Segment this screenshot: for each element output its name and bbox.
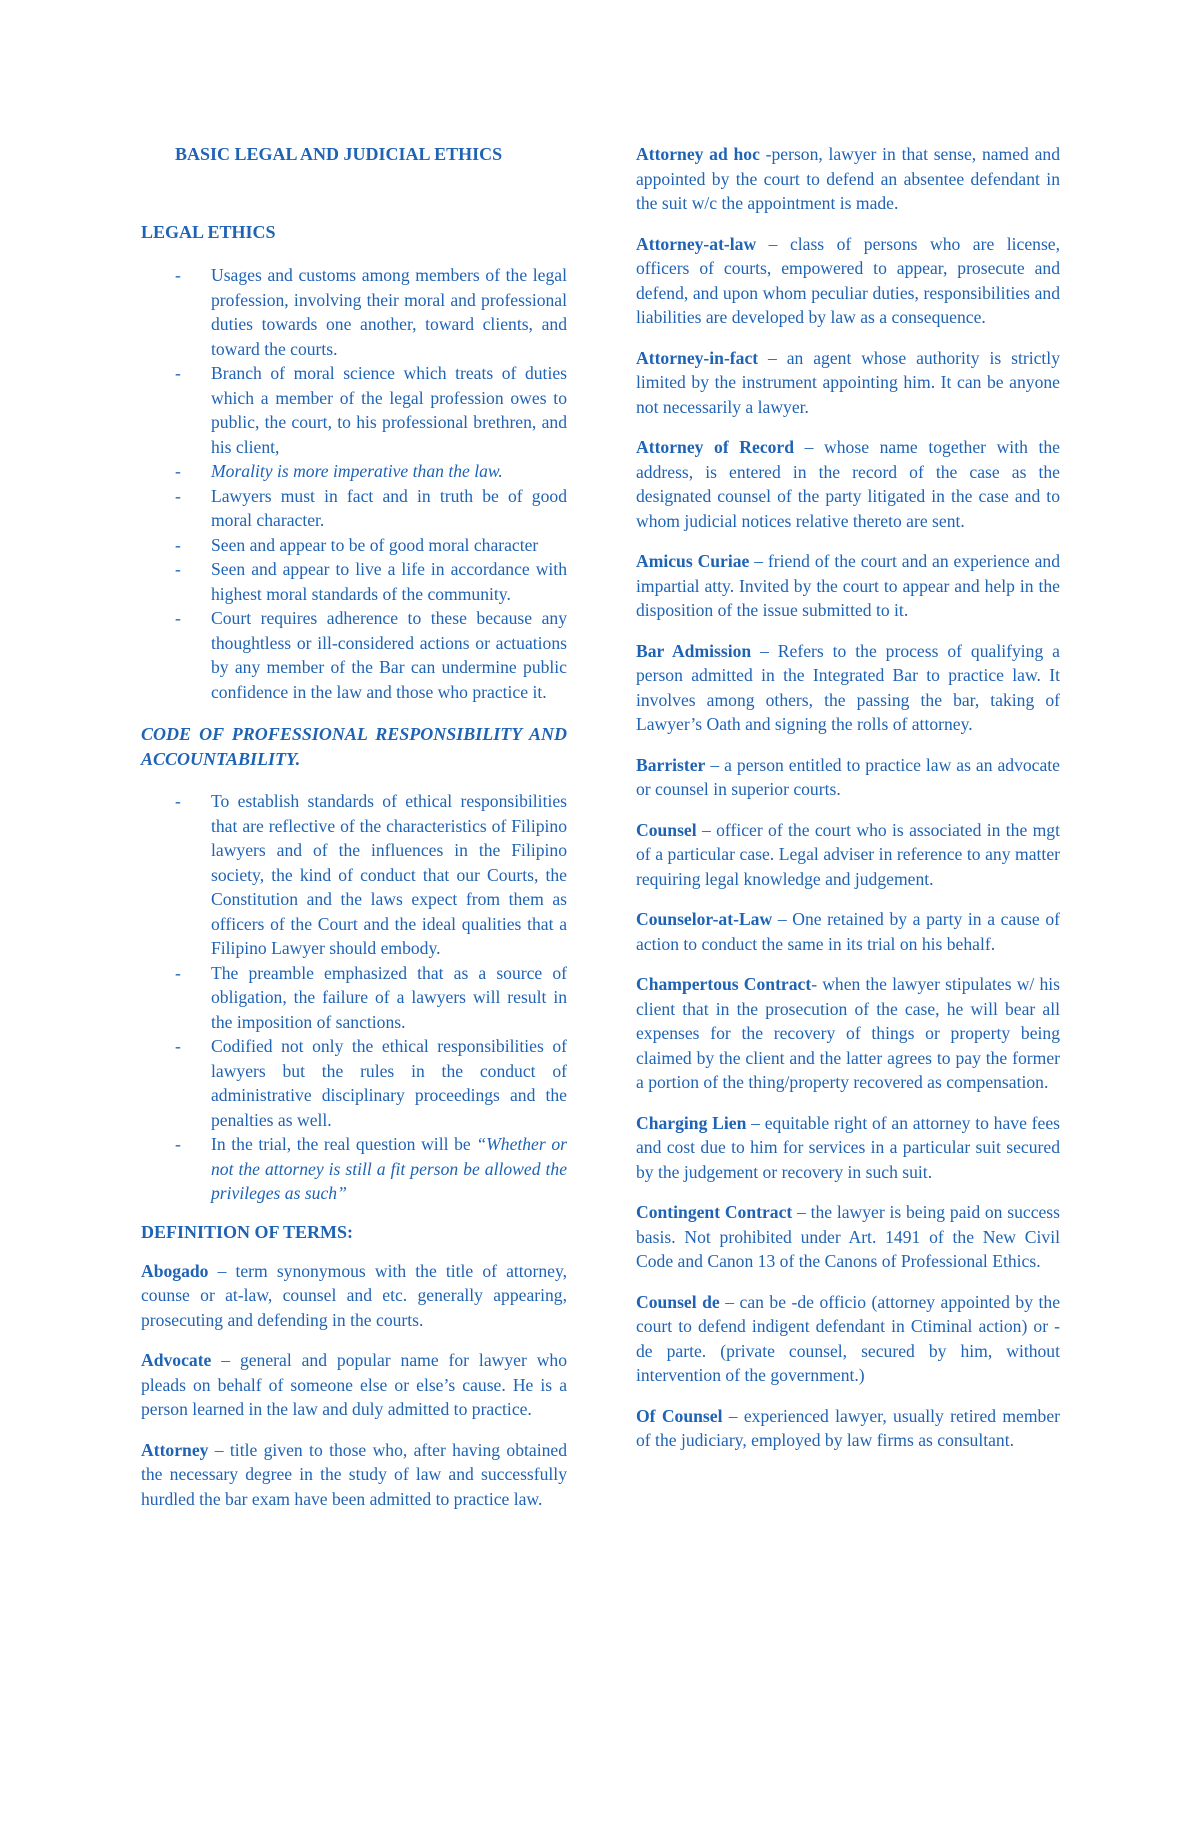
definition-text: – an agent whose authority is strictly limited by the instrument appointing him. It can be anyone not necessarily a lawyer. [636,347,1060,417]
list-item: - Lawyers must in fact and in truth be of good moral character. [211,484,567,533]
definition-text: – experienced lawyer, usually retired member of the judiciary, employed by law firms as consultant. [636,1405,1060,1450]
definition-text: -person, lawyer in that sense, named and appointed by the court to defend an absentee defendant in the suit w/c the appointment is made. [636,144,1060,213]
definition-text: – general and popular name for lawyer who pleads on behalf of someone else or else’s cause. He is a person learned in the law and duly admitted to practice. [141,1350,567,1419]
term: Counselor-at-Law [636,909,773,929]
definition-champertous-contract [636,972,1060,1095]
definition-counselor-at-law [636,907,1060,956]
code-list [141,789,567,1206]
list-item: - Usages and customs among members of the legal profession, involving their moral and professional duties towards one another, toward clients, and toward the courts. [211,263,567,361]
list-item: - Seen and appear to be of good moral character [211,533,567,558]
definition-text: – friend of the court and an experience and impartial atty. Invited by the court to appear and help in the disposition of the issue submitted to it. [636,551,1060,620]
term: Charging Lien [636,1112,747,1133]
legal-ethics-list [141,263,567,704]
definition-counsel-de [636,1290,1060,1388]
definition-text: – One retained by a party in a cause of action to conduct the same in its trial on his behalf. [636,909,1060,954]
definition-text: – term synonymous with the title of attorney, counse or at-law, counsel and etc. generally appearing, prosecuting and defending in the courts. [141,1260,567,1330]
list-item: - Codified not only the ethical responsibilities of lawyers but the rules in the conduct of administrative disciplinary proceedings and the penalties as well. [211,1034,567,1132]
left-column [141,142,567,1527]
document-title: BASIC LEGAL AND JUDICIAL ETHICS [175,144,503,164]
definition-text: – can be -de officio (attorney appointed by the court to defend indigent defendant in Ctiminal action) or -de parte. (private counsel, secured by him, without intervention of the government.) [636,1291,1061,1385]
definition-contingent-contract [636,1200,1060,1274]
definition-text: – officer of the court who is associated in the mgt of a particular case. Legal adviser in reference to any matter requiring legal knowledge and judgement. [636,819,1060,889]
list-item: - To establish standards of ethical responsibilities that are reflective of the characteristics of Filipino lawyers and of the influences in the Filipino society, the kind of conduct that our Courts, the Constitution and the laws expect from them as officers of the Court and the ideal qualities that a Filipino Lawyer should embody. [211,789,567,961]
definition-text: – Refers to the process of qualifying a person admitted in the Integrated Bar to practice law. It involves among others, the passing the bar, taking of Lawyer’s Oath and signing the rolls of attorney. [636,640,1060,734]
definition-text: - when the lawyer stipulates w/ his client that in the prosecution of the case, he will bear all expenses for the recovery of things or property being claimed by the client and the latter agrees to pay the former a portion of the thing/property recovered as compensation. [636,974,1060,1092]
definition-attorney-ad-hoc [636,142,1060,216]
list-item: - Branch of moral science which treats of duties which a member of the legal profession owes to public, the court, to his professional brethren, and his client, [211,361,567,459]
definitions-heading: DEFINITION OF TERMS: [141,1221,354,1242]
term: Champertous Contract [636,974,812,994]
term: Amicus Curiae [636,551,750,571]
term: Contingent Contract [636,1202,793,1222]
list-item-quote: “Whether or not the attorney is still a fit person be allowed the privileges as such” [211,1134,567,1203]
term: Attorney ad hoc [636,144,760,164]
list-item: - The preamble emphasized that as a source of obligation, the failure of a lawyers will result in the imposition of sanctions. [211,961,567,1035]
term: Attorney [141,1439,209,1460]
term: Of Counsel [636,1405,723,1426]
definition-advocate [141,1348,567,1422]
definition-amicus-curiae [636,549,1060,623]
list-item [211,1132,567,1206]
right-column [636,142,1060,1469]
term: Advocate [141,1350,212,1370]
term: Attorney-at-law [636,233,757,254]
list-item: - Morality is more imperative than the law. [211,459,567,484]
definition-abogado [141,1259,567,1333]
term: Counsel [636,819,697,840]
term: Abogado [141,1260,209,1281]
list-item: - Court requires adherence to these because any thoughtless or ill-considered actions or actuations by any member of the Bar can undermine public confidence in the law and those who practice it. [211,606,567,704]
list-item: - Seen and appear to live a life in accordance with highest moral standards of the community. [211,557,567,606]
definition-attorney-in-fact [636,346,1060,420]
definition-attorney-of-record [636,435,1060,533]
definition-text: – a person entitled to practice law as an advocate or counsel in superior courts. [636,754,1060,799]
legal-ethics-heading: LEGAL ETHICS [141,222,276,242]
definition-attorney [141,1438,567,1512]
definition-of-counsel [636,1404,1060,1453]
definition-text: – class of persons who are license, officers of courts, empowered to appear, prosecute and defend, and upon whom peculiar duties, responsibilities and liabilities are developed by law as a consequence. [636,233,1060,327]
term: Counsel de [636,1291,720,1312]
definition-counsel [636,818,1060,892]
definition-charging-lien [636,1111,1060,1185]
term: Bar Admission [636,640,752,661]
term: Attorney-in-fact [636,347,759,368]
definition-text: – title given to those who, after having obtained the necessary degree in the study of law and successfully hurdled the bar exam have been admitted to practice law. [141,1439,567,1509]
list-item-text: In the trial, the real question will be [211,1134,471,1154]
definition-text: – whose name together with the address, is entered in the record of the case as the designated counsel of the party litigated in the case and to whom judicial notices relative thereto are sent. [636,437,1060,531]
definition-text: – the lawyer is being paid on success basis. Not prohibited under Art. 1491 of the New Civil Code and Canon 13 of the Canons of Professional Ethics. [636,1202,1060,1271]
definition-barrister [636,753,1060,802]
term: Attorney of Record [636,437,795,457]
code-heading: CODE OF PROFESSIONAL RESPONSIBILITY AND ACCOUNTABILITY. [141,724,567,769]
definition-text: – equitable right of an attorney to have fees and cost due to him for services in a particular suit secured by the judgement or recovery in such suit. [636,1112,1060,1182]
term: Barrister [636,754,706,775]
definition-bar-admission [636,639,1060,737]
definition-attorney-at-law [636,232,1060,330]
